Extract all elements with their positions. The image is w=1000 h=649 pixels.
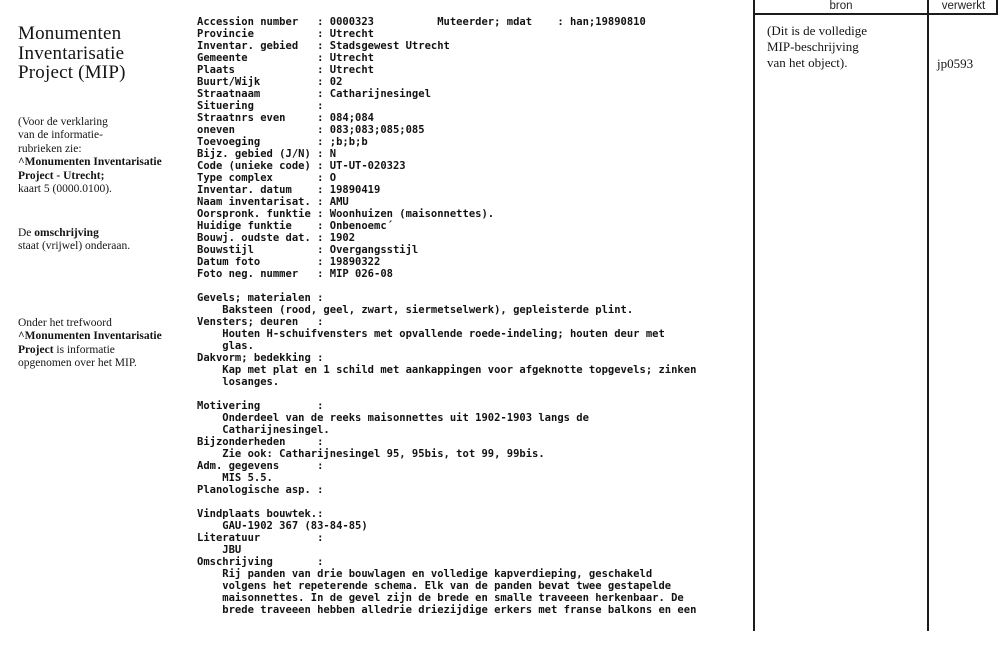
bron-note: (Dit is de volledige MIP-beschrijving van het object).: [767, 23, 868, 70]
table-border-left: [753, 0, 755, 631]
bron-column-header: bron: [829, 0, 853, 12]
table-divider: [927, 0, 929, 631]
verwerkt-column-header: verwerkt: [941, 0, 986, 12]
mip-title: Monumenten Inventarisatie Project (MIP): [18, 23, 126, 83]
verwerkt-code: jp0593: [937, 56, 974, 71]
table-header-underline: [753, 13, 998, 15]
mip-record-text: Accession number : 0000323 Muteerder; mdat : han;19890810 Provincie : Utrecht Inventar. gebied : Stadsgewest Utrecht Gemeente : Utrecht Plaats : Utrecht Buurt/Wijk : 02 Straatnaam : Catharijnesingel Situering : Straatnrs even : 084;084 oneven : 083;083;085;085 Toevoeging : ;b;b;b Bijz. gebied (J/N) : N Code (unieke code) : UT-UT-020323 Type complex : O Inventar. datum : 19890419 Naam inventarisat. : AMU Oorspronk. funktie : Woonhuizen (maisonnettes). Huidige funktie : Onbenoemc´ Bouwj. oudste dat. : 1902 Bouwstijl : Overgangsstijl Datum foto : 19890322 Foto neg. nummer : MIP 026-08 Gevels; materialen : Baksteen (rood, geel, zwart, siermetselwerk), gepleisterde plint. Vensters; deuren : Houten H-schuifvensters met opvallende roede-indeling; houten deur met glas. Dakvorm; bedekking : Kap met plat en 1 schild met aankappingen voor afgeknotte topgevels; zinken losanges. Motivering : Onderdeel van de reeks maisonnettes uit 1902-1903 langs de Catharijnesingel. Bijzonderheden : Zie ook: Catharijnesingel 95, 95bis, tot 99, 99bis. Adm. gegevens : MIS 5.5. Planologische asp. : Vindplaats bouwtek.: GAU-1902 367 (83-84-85) Literatuur : JBU Omschrijving : Rij panden van drie bouwlagen en volledige kapverdieping, geschakeld volgens het repeterende schema. Elk van de panden bevat twee gestapelde maisonnettes. In de gevel zijn de brede en smalle traveeen herkenbaar. De brede traveeen hebben alledrie driezijdige erkers met franse balkons en een: [197, 16, 697, 616]
sidebar-note-omschrijving: De omschrijving staat (vrijwel) onderaan.: [18, 227, 131, 253]
sidebar-note-verklaring: (Voor de verklaring van de informatie- rubrieken zie: ^Monumenten Inventarisatie Project - Utrecht; kaart 5 (0000.0100).: [18, 116, 162, 196]
sidebar-note-trefwoord: Onder het trefwoord ^Monumenten Inventarisatie Project is informatie opgenomen over het MIP.: [18, 317, 162, 370]
